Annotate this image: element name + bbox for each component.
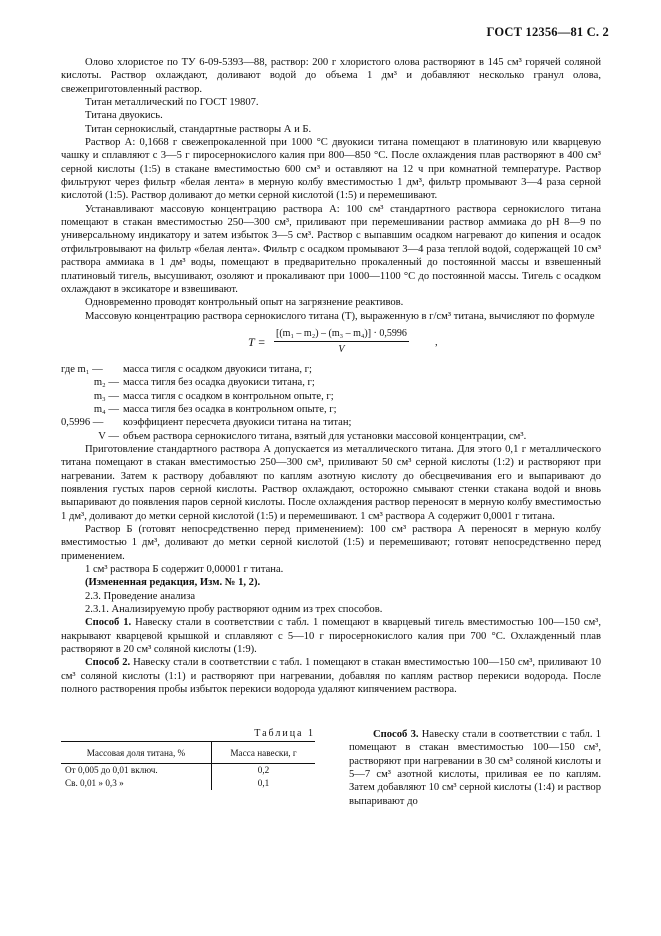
where-description: коэффициент пересчета двуокиси титана на титан; [123,417,352,429]
paragraph-solution-b: Раствор Б (готовят непосредственно перед применением): 100 см³ раствора А переносят в мерную колбу вместимостью 1 дм³, доливают до метки серной кислотой (1:5) и перемешивают; готовят непосредственно перед применением. [61,524,601,562]
where-symbol: где m₁ — [61,363,103,375]
where-description: масса тигля с осадком в контрольном опыте, г; [123,390,334,402]
paragraph-control-test: Одновременно проводят контрольный опыт на загрязнение реактивов. [85,297,404,309]
formula-trail: , [435,336,438,348]
where-list [61,363,601,443]
table-row [61,777,315,790]
table-header-cell: Масса навески, г [212,742,316,764]
paragraph-solution-b-content: 1 см³ раствора Б содержит 0,00001 г титана. [85,564,284,576]
paragraph-method-1 [61,616,601,656]
section-heading-analysis: 2.3. Проведение анализа [85,590,196,602]
paragraph-dissolution-methods: 2.3.1. Анализируемую пробу растворяют одним из трех способов. [85,604,383,616]
document-body [61,56,601,696]
method-3-label: Способ 3. [373,729,419,740]
table-cell: 0,1 [212,777,316,790]
where-symbol: V — [98,430,119,442]
formula [61,327,601,359]
formula-lhs: T = [248,334,266,349]
where-row [61,363,601,376]
paragraph-metal-titanium-prep: Приготовление стандартного раствора А допускается из металлического титана. Для этого 0,1 г металлического титана помещают в стакан вместимостью 250—300 см³, приливают 50 см³ серной кислоты (1:2) и растворяют при нагревании. Затем к раствору добавляют по каплям азотную кислоту до обесцвечивания его и выпаривают до появления густых паров серной кислоты. Раствор охлаждают, осторожно смывают стенки стакана водой и вновь выпаривают до появления паров серной кислоты. После охлаждения раствор переносят в мерную колбу вместимостью 1 дм³, доливают до метки серной кислотой (1:5) и перемешивают. 1 см³ раствора А содержит 0,0001 г титана. [61,443,601,522]
paragraph-titanium-sulfate: Титан сернокислый, стандартные растворы А и Б. [85,123,312,135]
paragraph-formula-intro: Массовую концентрацию раствора сернокислого титана (Т), выраженную в г/см³ титана, вычисляют по формуле [85,310,595,322]
where-description: масса тигля с осадком двуокиси титана, г; [123,363,312,375]
method-2-text: Навеску стали в соответствии с табл. 1 помещают в стакан вместимостью 100—150 см³, приливают 10 см³ соляной кислоты (1:1) и растворяют при нагревании, добавляя по каплям раствор перекиси водорода. После полного растворения пробы избыток перекиси водорода удаляют кипячением раствора. [61,657,601,696]
where-row [61,416,601,429]
formula-numerator: [(m₁ – m₂) – (m₃ – m₄)] · 0,5996 [274,327,409,342]
formula-denominator: V [338,344,345,356]
table-row [61,764,315,778]
paragraph-method-2 [61,656,601,696]
paragraph-amendment: (Измененная редакция, Изм. № 1, 2). [85,577,261,589]
formula-fraction [274,327,409,357]
table-cell: От 0,005 до 0,01 включ. [65,765,158,775]
method-2-label: Способ 2. [85,657,131,669]
where-description: масса тигля без осадка в контрольном опыте, г; [123,403,337,415]
where-symbol: 0,5996 — [61,417,104,429]
paragraph-titanium-metal: Титан металлический по ГОСТ 19807. [85,97,259,109]
method-3-text: Навеску стали в соответствии с табл. 1 помещают в стакан вместимостью 100—150 см³, растворяют при нагревании в 30 см³ соляной кислоты и 5—7 см³ азотной кислоты, приливая ее по каплям. Затем добавляют 10 см³ серной кислоты (1:4) и раствор выпаривают до [349,729,601,807]
paragraph-tin-chloride: Олово хлористое по ТУ 6-09-5393—88, раствор: 200 г хлористого олова растворяют в 145 см³ горячей соляной кислоты. Раствор охлаждают, доливают водой до объема 1 дм³ и добавляют несколько гранул олова, свежеприготовленный раствор. [61,57,601,95]
table-header-cell: Массовая доля титана, % [61,742,212,764]
table-header-row [61,742,315,764]
where-description: объем раствора сернокислого титана, взятый для установки массовой концентрации, см³. [123,430,527,442]
paragraph-concentration-setup: Устанавливают массовую концентрацию раствора А: 100 см³ стандартного раствора сернокислого титана помещают в стакан вместимостью 250—300 см³, приливают при перемешивании раствор аммиака до pH 8—9 по универсальному индикатору и затем избыток 3—5 см³. Раствор с выпавшим осадком нагревают до кипения и осадок отфильтровывают на фильтр «белая лента». Фильтр с осадком промывают 3—4 раза теплой водой, содержащей 10 см³ раствора аммиака в 1 дм³ воды, помещают в предварительно прокаленный до постоянной массы и взвешенный платиновый тигель, высушивают, озоляют и прокаливают при 1000—1100 °С до постоянной массы. Тигель с осадком охлаждают в эксикаторе и взвешивают. [61,203,601,295]
paragraph-titanium-dioxide: Титана двуокись. [85,110,163,122]
method-1-label: Способ 1. [85,617,132,629]
paragraph-method-3 [349,728,601,808]
table-cell: 0,2 [212,764,316,778]
table-1 [61,728,315,790]
table-cell: Св. 0,01 » 0,3 » [65,778,124,788]
paragraph-solution-a: Раствор А: 0,1668 г свежепрокаленной при 1000 °С двуокиси титана помещают в платиновую или кварцевую чашку и сплавляют с 3—5 г пиросернокислого калия при 800—850 °С. После охлаждения плав растворяют в 400 см³ серной кислоты (1:5) в стакане вместимостью 600 см³ и оставляют на 12 ч при комнатной температуре. Раствор фильтруют через фильтр «белая лента» в мерную колбу вместимостью 1 дм³, фильтр промывают 3—4 раза серной кислотой (1:5). Раствор доливают до метки серной кислотой (1:5) и перемешивают. [61,137,601,202]
where-symbol: m₃ — [93,390,119,402]
where-row [61,376,601,389]
sample-mass-table [61,741,315,790]
where-symbol: m₄ — [93,403,119,415]
where-symbol: m₂ — [93,377,119,389]
where-row [61,390,601,403]
method-1-text: Навеску стали в соответствии с табл. 1 помещают в кварцевый тигель вместимостью 100—150 см³, накрывают кварцевой крышкой и сплавляют с 5—10 г пиросернокислого калия при 700 °С. Охлажденный плав растворяют в 20 см³ соляной кислоты (1:9). [61,617,601,656]
where-row [61,430,601,443]
page-header: ГОСТ 12356—81 С. 2 [486,25,609,39]
where-row [61,403,601,416]
table-caption: Таблица 1 [254,728,315,739]
where-description: масса тигля без осадка двуокиси титана, г; [123,377,315,389]
